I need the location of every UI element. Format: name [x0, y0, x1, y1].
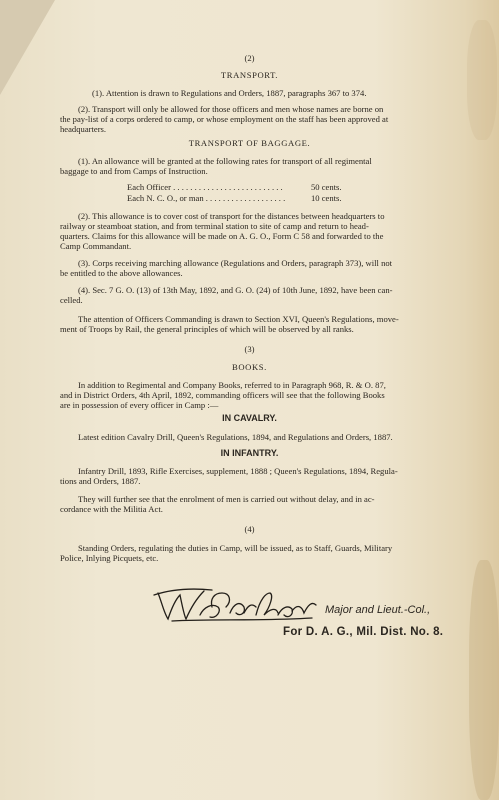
- baggage-heading: TRANSPORT OF BAGGAGE.: [188, 138, 311, 148]
- paper-stain: [469, 560, 499, 800]
- section-3-number: (3): [244, 344, 255, 354]
- folded-corner: [0, 0, 55, 95]
- transport-heading: TRANSPORT.: [220, 70, 279, 80]
- cavalry-text: Latest edition Cavalry Drill, Queen's Regulations, 1894, and Regulations and Orders, 1887.: [78, 432, 393, 442]
- baggage-para-3-line-2: be entitled to the above allowances.: [60, 268, 183, 278]
- baggage-para-3-line-1: (3). Corps receiving marching allowance (Regulations and Orders, paragraph 373), will not: [78, 258, 393, 268]
- transport-para-1: (1). Attention is drawn to Regulations and Orders, 1887, paragraphs 367 to 374.: [92, 88, 367, 98]
- baggage-para-2-line-1: (2). This allowance is to cover cost of transport for the distances between headquarters to: [78, 211, 385, 221]
- baggage-para-1-line-2: baggage to and from Camps of Instruction.: [60, 166, 208, 176]
- books-intro-line-1: In addition to Regimental and Company Books, referred to in Paragraph 968, R. & O. 87,: [78, 380, 386, 390]
- books-intro-line-2: and in District Orders, 4th April, 1892, commanding officers will see that the following Books: [60, 390, 385, 400]
- handwritten-signature: [152, 585, 322, 625]
- rate-officer-label: Each Officer . . . . . . . . . . . . . . . . . . . . . . . . . .: [127, 182, 283, 192]
- baggage-para-1-line-1: (1). An allowance will be granted at the following rates for transport of all regimental: [78, 156, 372, 166]
- transport-para-2-line-2: the pay-list of a corps ordered to camp, or whose employment on the staff has been approved at: [60, 114, 389, 124]
- books-intro-line-3: are in possession of every officer in Camp :—: [60, 400, 219, 410]
- standing-orders-line-2: Police, Inlying Picquets, etc.: [60, 553, 159, 563]
- rate-man-value: 10 cents.: [311, 193, 342, 203]
- cavalry-heading: IN CAVALRY.: [222, 413, 277, 423]
- signature-for-line: For D. A. G., Mil. Dist. No. 8.: [283, 626, 444, 638]
- page-number: (2): [244, 53, 255, 63]
- enrolment-line-1: They will further see that the enrolment of men is carried out without delay, and in ac-: [78, 494, 375, 504]
- transport-para-2-line-3: headquarters.: [60, 124, 107, 134]
- troops-rail-line-1: The attention of Officers Commanding is drawn to Section XVI, Queen's Regulations, move-: [78, 314, 399, 324]
- section-4-number: (4): [244, 524, 255, 534]
- transport-para-2-line-1: (2). Transport will only be allowed for those officers and men whose names are borne on: [78, 104, 384, 114]
- infantry-heading: IN INFANTRY.: [220, 448, 279, 458]
- rate-man-label: Each N. C. O., or man . . . . . . . . . . . . . . . . . . .: [127, 193, 286, 203]
- troops-rail-line-2: ment of Troops by Rail, the general principles of which will be observed by all ranks.: [60, 324, 354, 334]
- signature-title: Major and Lieut.-Col.,: [325, 604, 431, 616]
- books-heading: BOOKS.: [232, 362, 267, 372]
- baggage-para-4-line-2: celled.: [60, 295, 83, 305]
- baggage-para-4-line-1: (4). Sec. 7 G. O. (13) of 13th May, 1892, and G. O. (24) of 10th June, 1892, have been can-: [78, 285, 393, 295]
- enrolment-line-2: cordance with the Militia Act.: [60, 504, 163, 514]
- baggage-para-2-line-4: Camp Commandant.: [60, 241, 132, 251]
- infantry-line-1: Infantry Drill, 1893, Rifle Exercises, supplement, 1888 ; Queen's Regulations, 1894, Regula-: [78, 466, 398, 476]
- standing-orders-line-1: Standing Orders, regulating the duties in Camp, will be issued, as to Staff, Guards, Military: [78, 543, 393, 553]
- baggage-para-2-line-3: quarters. Claims for this allowance will be made on A. G. O., Form C 58 and forwarded to the: [60, 231, 384, 241]
- rate-officer-value: 50 cents.: [311, 182, 342, 192]
- infantry-line-2: tions and Orders, 1887.: [60, 476, 141, 486]
- baggage-para-2-line-2: railway or steamboat station, and from terminal station to site of camp and return to head-: [60, 221, 369, 231]
